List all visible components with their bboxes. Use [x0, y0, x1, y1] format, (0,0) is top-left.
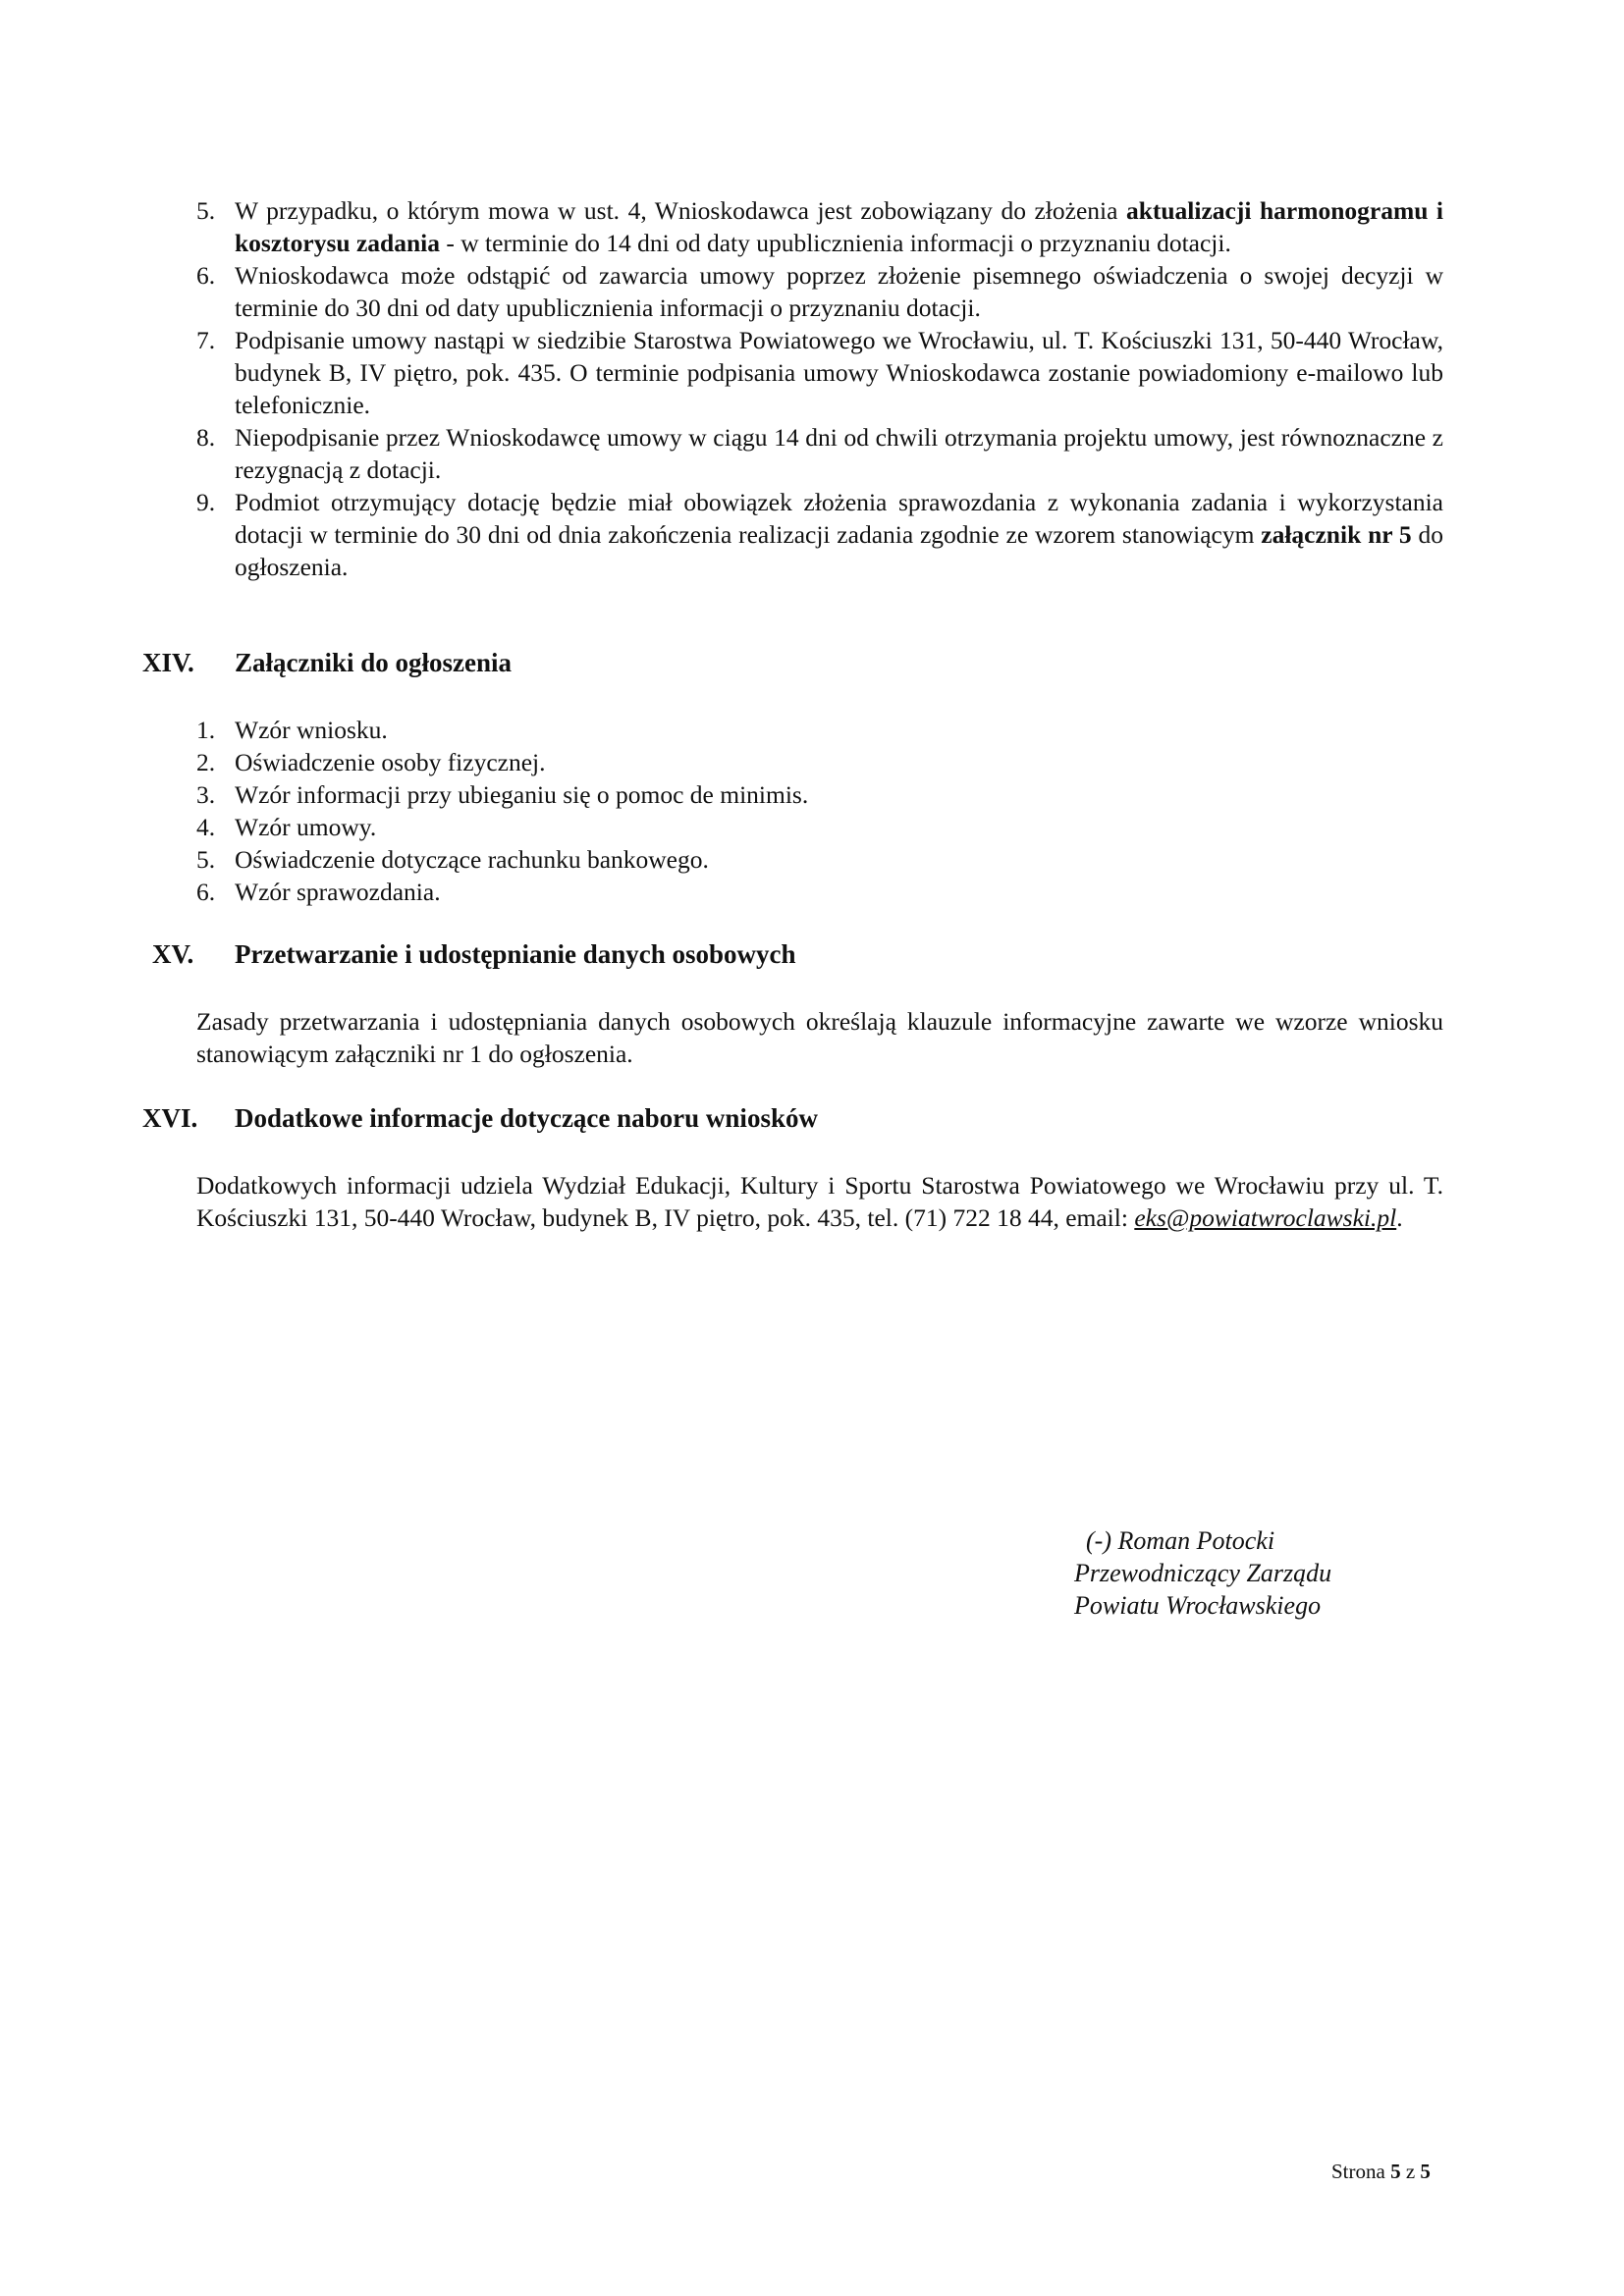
list-item-number: 9. [196, 488, 216, 516]
list-item [196, 421, 1443, 486]
section-title: Załączniki do ogłoszenia [235, 648, 513, 677]
list-item [196, 778, 1443, 811]
list-item-number: 2. [196, 748, 216, 776]
additional-info-paragraph: Dodatkowych informacji udziela Wydział Edukacji, Kultury i Sportu Starostwa Powiatowego we Wrocławiu przy ul. T. Kościuszki 131, 50-440 Wrocław, budynek B, IV piętro, pok. 435, tel. (71) 722 18 44, email: eks@powiatwroclawski.pl. [196, 1171, 1443, 1232]
list-item-text: Niepodpisanie przez Wnioskodawcę umowy w ciągu 14 dni od chwili otrzymania projektu umowy, jest równoznaczne z rezygnacją z dotacji. [235, 423, 1443, 484]
signatory-position: Przewodniczący Zarządu [1074, 1559, 1332, 1587]
conditions-list [196, 194, 1443, 583]
list-item-number: 4. [196, 813, 216, 841]
list-item-text: Wzór umowy. [235, 813, 377, 841]
section-number: XVI. [142, 1103, 198, 1133]
list-item-text: Wzór sprawozdania. [235, 878, 441, 906]
section-heading-xv [152, 937, 796, 971]
list-item-text: Wnioskodawca może odstąpić od zawarcia umowy poprzez złożenie pisemnego oświadczenia o swojej decyzji w terminie do 30 dni od daty upublicznienia informacji o przyznaniu dotacji. [235, 261, 1443, 322]
email-link[interactable]: eks@powiatwroclawski.pl [1134, 1203, 1397, 1232]
list-item [196, 259, 1443, 324]
list-item-number: 6. [196, 261, 216, 290]
list-item-number: 8. [196, 423, 216, 452]
list-item-text: Podpisanie umowy nastąpi w siedzibie Starostwa Powiatowego we Wrocławiu, ul. T. Kościuszki 131, 50-440 Wrocław, budynek B, IV piętro, pok. 435. O terminie podpisania umowy Wnioskodawca zostanie powiadomiony e-mailowo lub telefonicznie. [235, 326, 1443, 419]
list-item [196, 324, 1443, 421]
data-processing-paragraph: Zasady przetwarzania i udostępniania danych osobowych określają klauzule informacyjne zawarte we wzorze wniosku stanowiącym załączniki nr 1 do ogłoszenia. [196, 1007, 1443, 1068]
list-item [196, 843, 1443, 876]
list-item-text: Wzór informacji przy ubieganiu się o pomoc de minimis. [235, 780, 809, 809]
list-item-number: 6. [196, 878, 216, 906]
list-item-text: Oświadczenie dotyczące rachunku bankowego. [235, 845, 709, 874]
list-item [196, 876, 1443, 908]
list-item-number: 7. [196, 326, 216, 354]
list-item-text: Wzór wniosku. [235, 716, 388, 744]
list-item-number: 1. [196, 716, 216, 744]
section-heading-xvi [142, 1101, 818, 1135]
list-item-number: 3. [196, 780, 216, 809]
section-number: XIV. [142, 648, 194, 677]
signatory-office: Powiatu Wrocławskiego [1074, 1591, 1322, 1620]
list-item-text: W przypadku, o którym mowa w ust. 4, Wnioskodawca jest zobowiązany do złożenia aktualizacji harmonogramu i kosztorysu zadania - w terminie do 14 dni od daty upublicznienia informacji o przyznaniu dotacji. [235, 196, 1443, 257]
section-heading-xiv [142, 646, 512, 679]
section-title: Dodatkowe informacje dotyczące naboru wniosków [235, 1103, 818, 1133]
list-item-number: 5. [196, 845, 216, 874]
list-item [196, 714, 1443, 746]
list-item-text: Oświadczenie osoby fizycznej. [235, 748, 546, 776]
list-item-number: 5. [196, 196, 216, 225]
page-number: Strona 5 z 5 [1331, 2160, 1431, 2183]
list-item [196, 811, 1443, 843]
attachments-list [196, 714, 1443, 908]
section-number: XV. [152, 939, 194, 969]
list-item [196, 194, 1443, 259]
list-item [196, 746, 1443, 778]
signatory-name: (-) Roman Potocki [1086, 1526, 1275, 1555]
section-title: Przetwarzanie i udostępnianie danych osobowych [235, 939, 796, 969]
signature-block [1074, 1524, 1331, 1622]
list-item [196, 486, 1443, 583]
list-item-text: Podmiot otrzymujący dotację będzie miał obowiązek złożenia sprawozdania z wykonania zadania i wykorzystania dotacji w terminie do 30 dni od dnia zakończenia realizacji zadania zgodnie ze wzorem stanowiącym załącznik nr 5 do ogłoszenia. [235, 488, 1443, 581]
